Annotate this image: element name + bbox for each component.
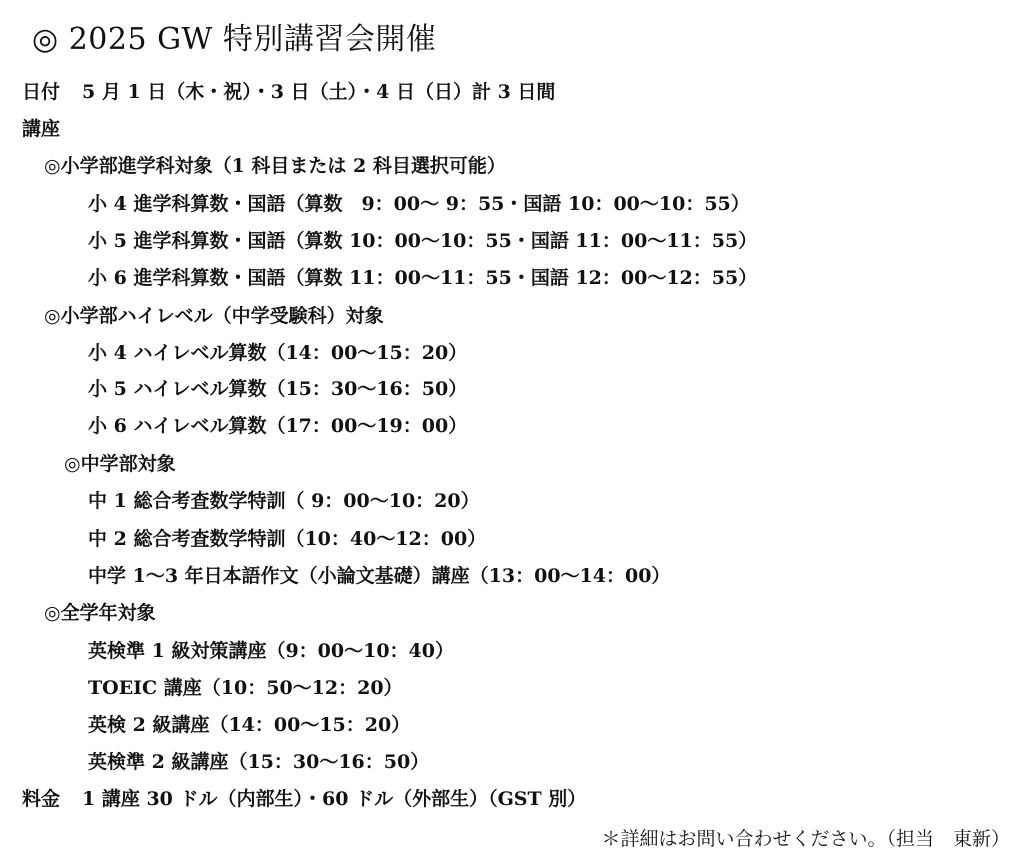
course-item: 小 4 ハイレベル算数（14：00～15：20） xyxy=(88,342,468,364)
section-heading-elementary-high-level: ◎小学部ハイレベル（中学受験科）対象 xyxy=(44,305,384,327)
course-item: 英検準 1 級対策講座（9：00～10：40） xyxy=(88,640,454,662)
course-item: 中 1 総合考査数学特訓（ 9：00～10：20） xyxy=(88,490,480,512)
course-item: 中 2 総合考査数学特訓（10：40～12：00） xyxy=(88,528,487,550)
course-item: 小 6 ハイレベル算数（17：00～19：00） xyxy=(88,415,468,437)
date-row xyxy=(22,80,555,104)
course-item: 小 5 進学科算数・国語（算数 10：00～10：55・国語 11：00～11：55） xyxy=(88,230,758,252)
course-item: TOEIC 講座（10：50～12：20） xyxy=(88,677,403,699)
course-item: 小 4 進学科算数・国語（算数 9：00～ 9：55・国語 10：00～10：55） xyxy=(88,193,750,215)
section-heading-elementary-advanced: ◎小学部進学科対象（1 科目または 2 科目選択可能） xyxy=(44,155,506,177)
date-value: 5 月 1 日（木・祝）・3 日（土）・4 日（日）計 3 日間 xyxy=(82,81,556,103)
section-heading-junior-high: ◎中学部対象 xyxy=(64,453,176,475)
section-heading-all-grades: ◎全学年対象 xyxy=(44,602,156,624)
course-item: 小 5 ハイレベル算数（15：30～16：50） xyxy=(88,378,468,400)
date-label: 日付 xyxy=(22,81,61,103)
fee-value: 1 講座 30 ドル（内部生）・60 ドル（外部生）（GST 別） xyxy=(82,788,587,810)
course-item: 中学 1～3 年日本語作文（小論文基礎）講座（13：00～14：00） xyxy=(88,565,671,587)
course-item: 英検準 2 級講座（15：30～16：50） xyxy=(88,751,430,773)
course-item: 小 6 進学科算数・国語（算数 11：00～11：55・国語 12：00～12：55） xyxy=(88,267,758,289)
course-item: 英検 2 級講座（14：00～15：20） xyxy=(88,714,411,736)
fee-row xyxy=(22,787,586,811)
page-title: ◎ 2025 GW 特別講習会開催 xyxy=(32,22,437,57)
fee-label: 料金 xyxy=(22,788,61,810)
contact-note: ＊詳細はお問い合わせください。（担当 東新） xyxy=(601,828,1010,850)
courses-heading: 講座 xyxy=(22,118,61,140)
